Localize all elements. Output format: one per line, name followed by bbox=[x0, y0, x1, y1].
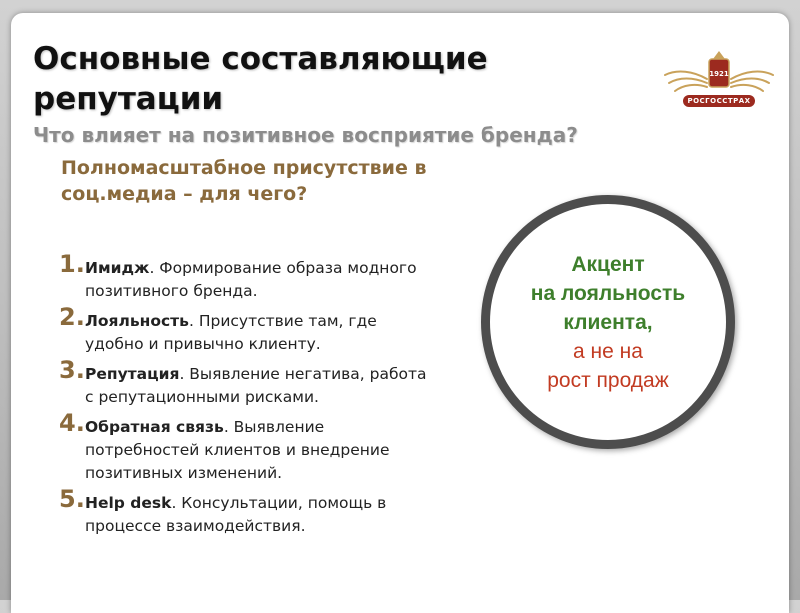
item-text: . Выявление негатива, работа с репутационными рисками. bbox=[85, 365, 427, 406]
list-item bbox=[59, 303, 439, 356]
callout-line: клиента, bbox=[563, 310, 653, 334]
slide-title: Основные составляющие репутации bbox=[33, 41, 488, 117]
callout-line: на лояльность bbox=[530, 281, 686, 305]
callout-line: Акцент bbox=[571, 252, 645, 276]
item-term: Имидж bbox=[85, 259, 150, 277]
logo-name: РОСГОССТРАХ bbox=[683, 95, 755, 107]
list-item bbox=[59, 356, 439, 409]
slide-counter bbox=[726, 575, 778, 593]
item-term: Обратная связь bbox=[85, 418, 224, 436]
callout-circle bbox=[481, 195, 735, 449]
callout-line: рост продаж bbox=[547, 368, 669, 392]
item-term: Help desk bbox=[85, 494, 172, 512]
item-number: 2. bbox=[59, 303, 85, 331]
item-text: . Консультации, помощь в процессе взаимодействия. bbox=[85, 494, 387, 535]
item-text: . Выявление потребностей клиентов и внедрение позитивных изменений. bbox=[85, 418, 390, 482]
current-slide-number: 4 bbox=[726, 575, 736, 592]
item-number: 3. bbox=[59, 356, 85, 384]
item-term: Лояльность bbox=[85, 312, 189, 330]
callout-line: а не на bbox=[573, 339, 643, 363]
list-item bbox=[59, 485, 439, 538]
numbered-list bbox=[59, 250, 439, 545]
section-heading: Полномасштабное присутствие в соц.медиа – для чего? bbox=[61, 157, 427, 205]
item-text: . Присутствие там, где удобно и привычно клиенту. bbox=[85, 312, 377, 353]
total-slides-number: 13 bbox=[760, 575, 778, 592]
item-number: 4. bbox=[59, 409, 85, 437]
item-text: . Формирование образа модного позитивного бренда. bbox=[85, 259, 417, 300]
logo-year: 1921 bbox=[709, 70, 729, 78]
item-number: 5. bbox=[59, 485, 85, 513]
counter-separator: из bbox=[739, 575, 756, 592]
slide bbox=[11, 13, 789, 613]
item-term: Репутация bbox=[85, 365, 180, 383]
slide-subtitle: Что влияет на позитивное восприятие бренда? bbox=[33, 123, 578, 147]
list-item bbox=[59, 250, 439, 303]
item-number: 1. bbox=[59, 250, 85, 278]
list-item bbox=[59, 409, 439, 485]
